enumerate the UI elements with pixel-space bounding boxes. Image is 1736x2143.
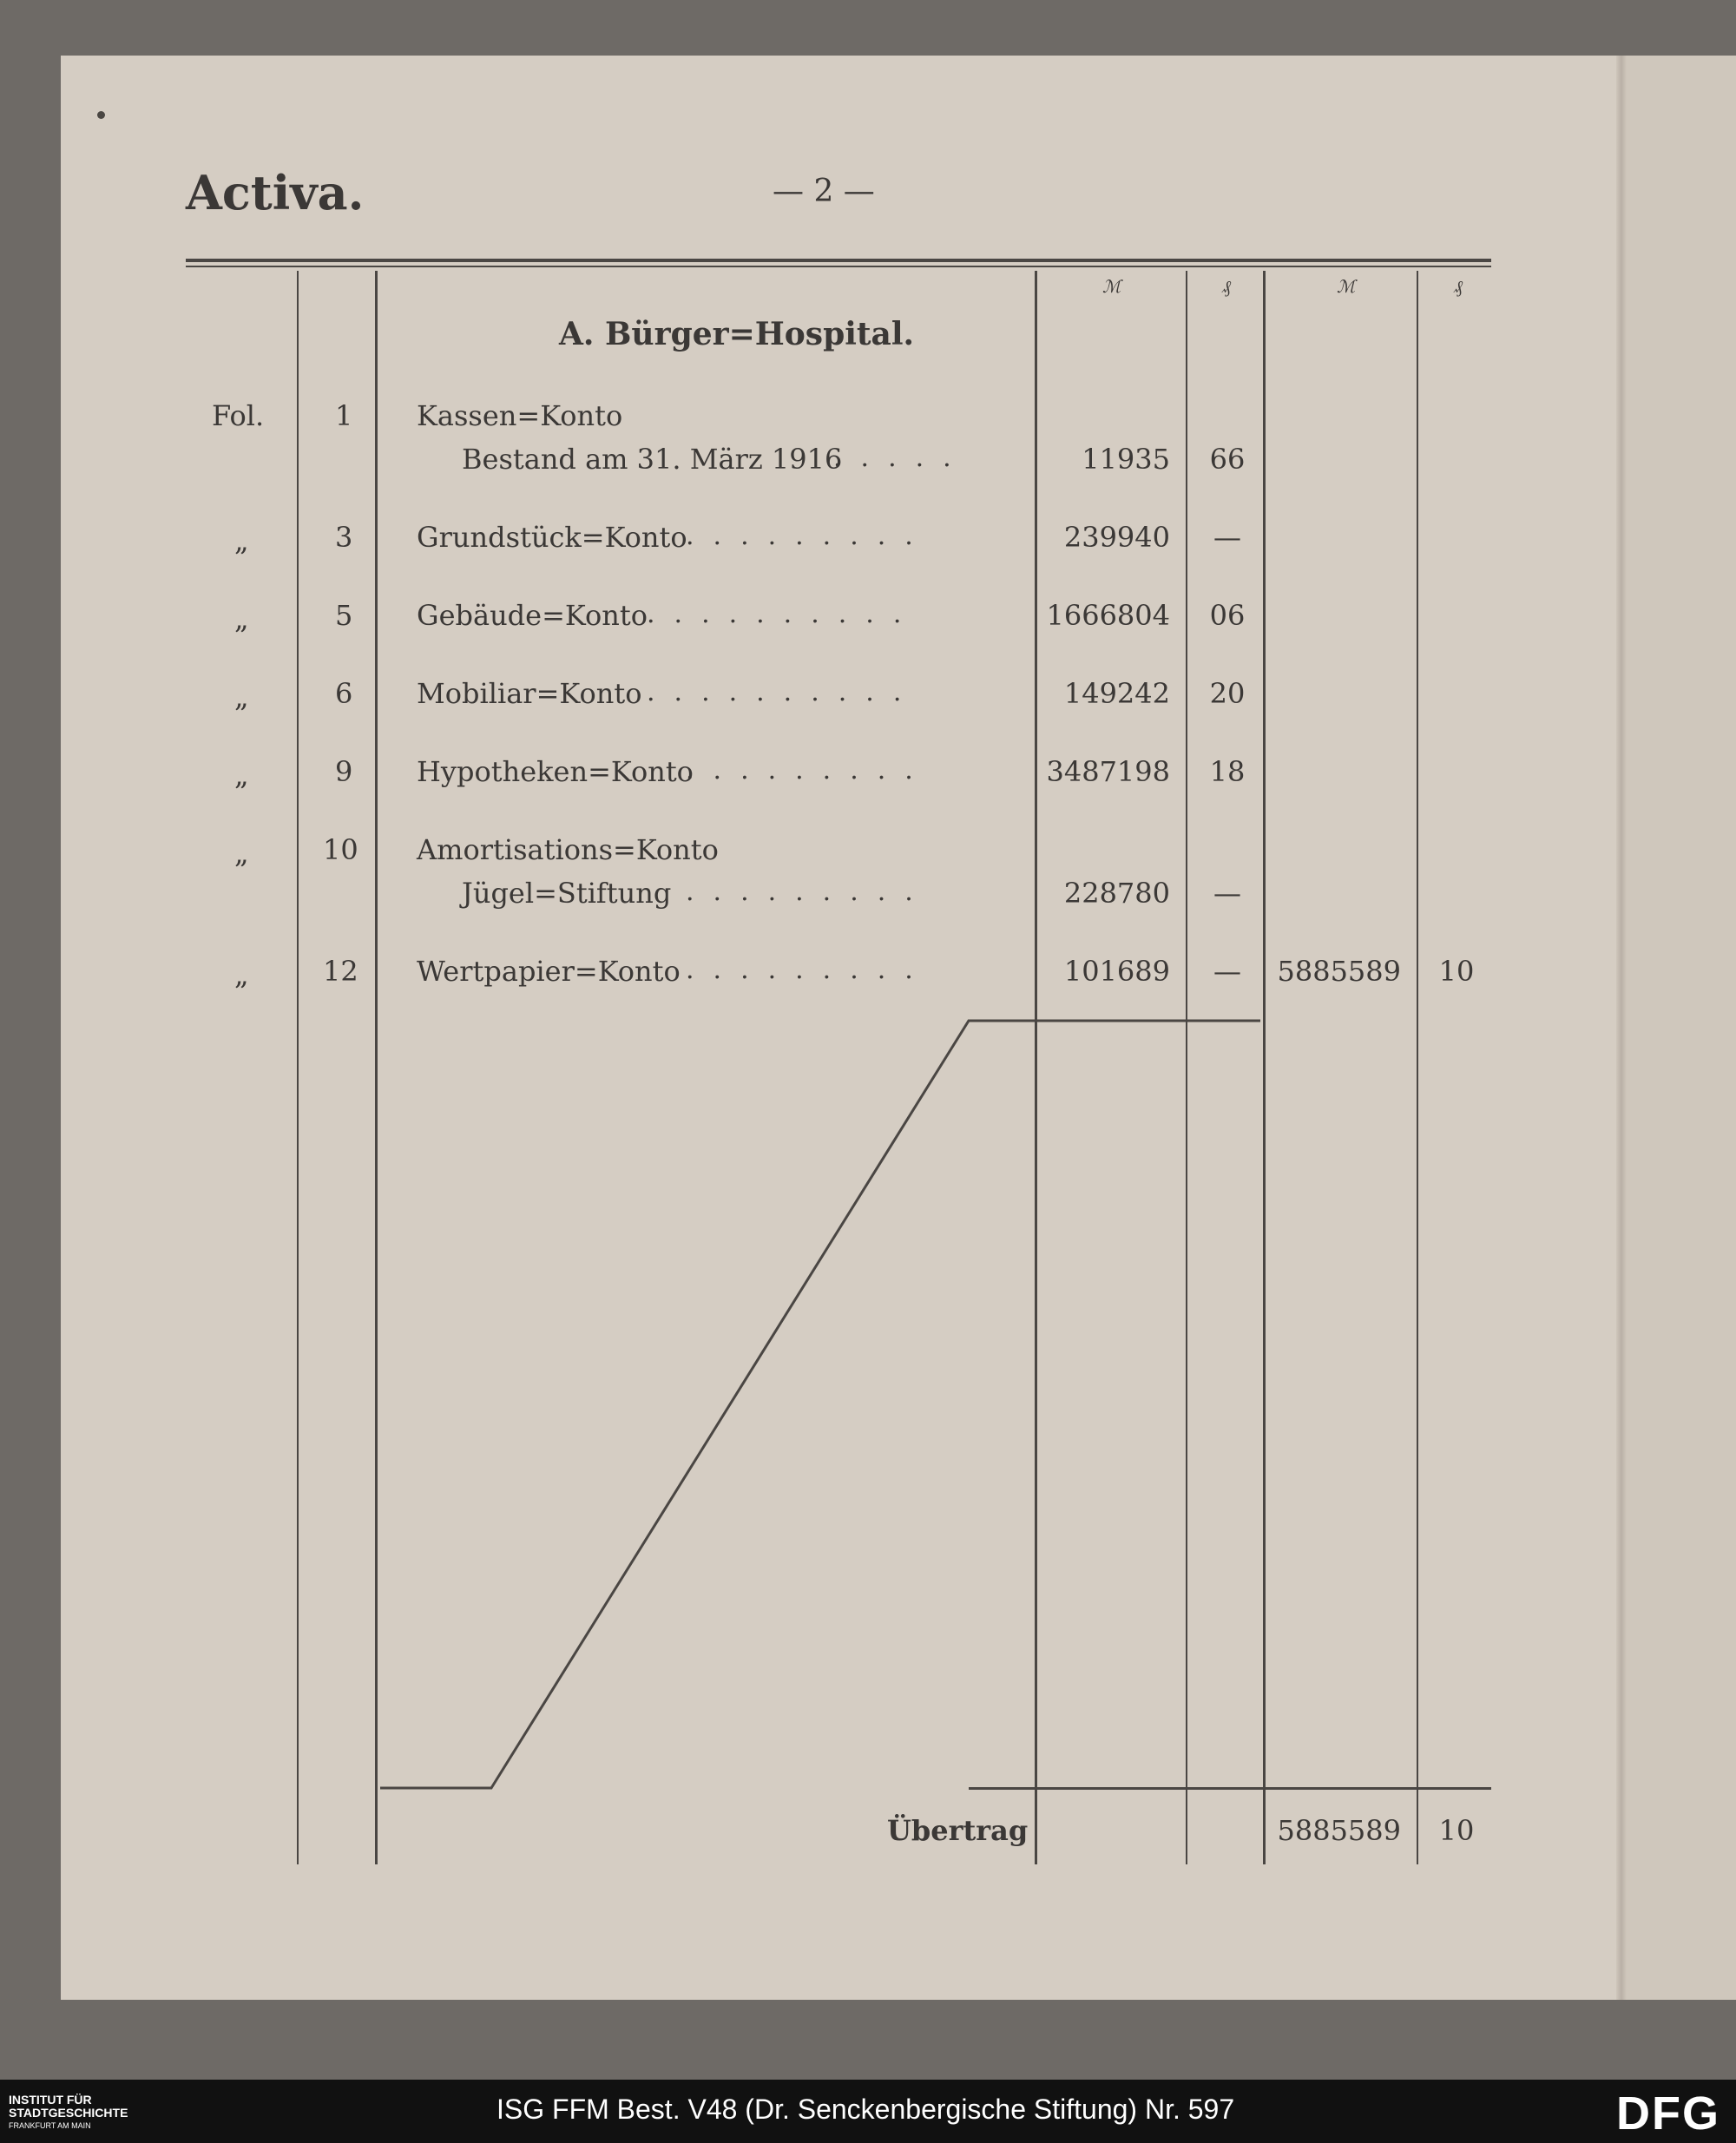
currency-mark-header: ℳ	[1102, 276, 1121, 297]
row-detail: Bestand am 31. März 1916	[462, 443, 843, 476]
row-leader-dots: ..........	[647, 677, 921, 707]
row-folio-number: 10	[323, 833, 358, 866]
row-account: Mobiliar=Konto	[417, 677, 642, 710]
row-pfennig: 20	[1209, 677, 1246, 710]
row-pfennig: —	[1213, 521, 1241, 554]
row-ditto: „	[234, 602, 249, 635]
currency-total-mark-header: ℳ	[1337, 276, 1356, 297]
currency-total-pf-header: ₰	[1454, 276, 1463, 297]
institute-line1: INSTITUT FÜR	[9, 2093, 92, 2107]
page-number: — 2 —	[773, 174, 875, 209]
institute-line3: FRANKFURT AM MAIN	[9, 2121, 91, 2130]
page-header-title: Activa.	[186, 165, 365, 220]
row-pfennig: 18	[1209, 755, 1246, 788]
carry-over-pfennig: 10	[1438, 1814, 1475, 1847]
row-ditto: „	[234, 524, 249, 557]
row-account: Kassen=Konto	[417, 399, 623, 432]
row-leader-dots: .........	[686, 877, 932, 907]
row-folio-number: 9	[335, 755, 353, 788]
row-ditto: „	[234, 837, 249, 870]
row-account: Grundstück=Konto	[417, 521, 687, 554]
archive-footer	[0, 2080, 1736, 2143]
row-pfennig: 66	[1209, 443, 1246, 476]
dfg-logo: DFG	[1616, 2087, 1720, 2140]
row-leader-dots: ..........	[647, 599, 921, 629]
row-ditto: „	[234, 680, 249, 713]
bottom-rule	[969, 1787, 1491, 1790]
row-account: Hypotheken=Konto	[417, 755, 694, 788]
carry-over-label: Übertrag	[887, 1814, 1029, 1847]
archive-caption: ISG FFM Best. V48 (Dr. Senckenbergische Stiftung) Nr. 597	[496, 2094, 1235, 2125]
row-mark: 3487198	[1046, 755, 1170, 788]
row-folio-number: 5	[335, 599, 353, 632]
row-pfennig: —	[1213, 877, 1241, 910]
row-account: Amortisations=Konto	[417, 833, 719, 866]
row-folio-number: 3	[335, 521, 353, 554]
row-folio-number: 1	[335, 399, 353, 432]
row-ditto: „	[234, 958, 249, 991]
section-title: A. Bürger=Hospital.	[559, 316, 915, 352]
row-detail: Jügel=Stiftung	[462, 877, 672, 910]
row-mark: 228780	[1063, 877, 1170, 910]
row-leader-dots: .....	[833, 443, 970, 473]
row-leader-dots: .........	[686, 521, 932, 551]
row-ditto: „	[234, 759, 249, 792]
row-account: Gebäude=Konto	[417, 599, 648, 632]
row-total-mark: 5885589	[1277, 955, 1401, 988]
row-mark: 239940	[1063, 521, 1170, 554]
institute-logo	[9, 2094, 128, 2133]
carry-over-mark: 5885589	[1277, 1814, 1401, 1847]
row-mark: 11935	[1082, 443, 1170, 476]
row-pfennig: —	[1213, 955, 1241, 988]
row-mark: 101689	[1063, 955, 1170, 988]
row-leader-dots: .........	[686, 955, 932, 985]
row-pfennig: 06	[1209, 599, 1246, 632]
row-mark: 149242	[1063, 677, 1170, 710]
row-leader-dots: .........	[686, 755, 932, 786]
row-account: Wertpapier=Konto	[417, 955, 681, 988]
row-fol: Fol.	[212, 399, 265, 432]
row-mark: 1666804	[1046, 599, 1170, 632]
row-folio-number: 12	[323, 955, 358, 988]
row-folio-number: 6	[335, 677, 353, 710]
currency-pf-header: ₰	[1222, 276, 1231, 297]
institute-line2: STADTGESCHICHTE	[9, 2106, 128, 2120]
row-total-pfennig: 10	[1438, 955, 1475, 988]
